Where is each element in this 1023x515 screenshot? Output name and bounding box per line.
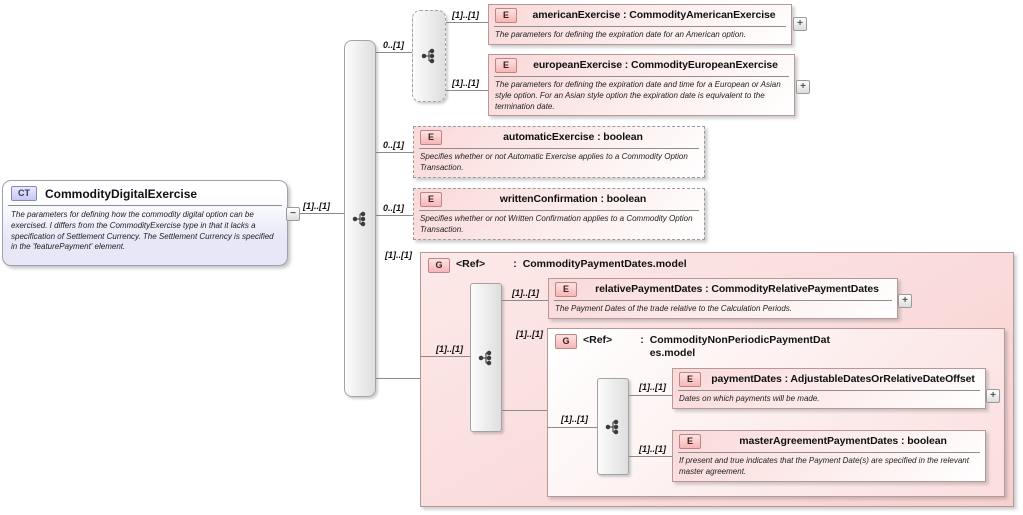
element-icon: E xyxy=(420,130,442,145)
element-header xyxy=(673,369,985,389)
element-automaticExercise[interactable] xyxy=(413,126,705,178)
sequence-icon xyxy=(352,211,368,227)
element-description: Dates on which payments will be made. xyxy=(679,394,820,403)
choice-indicator[interactable] xyxy=(412,10,446,102)
group-colon: : xyxy=(513,258,517,270)
element-writtenConfirmation[interactable] xyxy=(413,188,705,240)
cardinality-label: [1]..[1] xyxy=(561,414,588,424)
cardinality-label: [1]..[1] xyxy=(303,201,330,211)
element-icon: E xyxy=(555,282,577,297)
expand-button[interactable]: + xyxy=(986,389,1000,403)
collapse-button[interactable]: − xyxy=(286,207,300,221)
cardinality-label: [1]..[1] xyxy=(385,250,412,260)
cardinality-label: [1]..[1] xyxy=(452,78,479,88)
complextype-header xyxy=(3,181,287,204)
connector-line xyxy=(627,395,672,396)
element-description: Specifies whether or not Written Confirmation applies to a Commodity Option Transaction. xyxy=(420,214,693,234)
element-header xyxy=(549,279,897,299)
expand-button[interactable]: + xyxy=(796,80,810,94)
group-icon: G xyxy=(555,334,577,349)
connector-line xyxy=(374,152,413,153)
complextype-commodityDigitalExercise[interactable] xyxy=(2,180,288,266)
element-icon: E xyxy=(679,372,701,387)
connector-line xyxy=(374,378,420,379)
element-header xyxy=(489,5,791,25)
group-header xyxy=(548,329,1004,364)
cardinality-label: 0..[1] xyxy=(383,40,405,50)
connector-line xyxy=(500,300,548,301)
element-title: masterAgreementPaymentDates : boolean xyxy=(739,435,947,448)
cardinality-label: [1]..[1] xyxy=(639,382,666,392)
sequence-indicator[interactable] xyxy=(470,283,502,432)
element-masterAgreementPaymentDates[interactable] xyxy=(672,430,986,482)
sequence-icon xyxy=(478,350,494,366)
group-colon: : xyxy=(640,334,644,346)
element-header xyxy=(414,189,704,209)
element-icon: E xyxy=(495,8,517,23)
element-icon: E xyxy=(495,58,517,73)
connector-line xyxy=(547,427,597,428)
element-relativePaymentDates[interactable] xyxy=(548,278,898,319)
element-description: The parameters for defining the expiration date and time for a European or Asian style option. For an Asian style option the expiration date is equivalent to the termination date. xyxy=(495,80,781,111)
element-title: automaticExercise : boolean xyxy=(503,131,643,144)
connector-line xyxy=(374,215,413,216)
sequence-indicator[interactable] xyxy=(597,378,629,475)
element-description: Specifies whether or not Automatic Exercise applies to a Commodity Option Transaction. xyxy=(420,152,688,172)
element-title: europeanExercise : CommodityEuropeanExercise xyxy=(533,59,778,72)
element-description: The Payment Dates of the trade relative to the Calculation Periods. xyxy=(555,304,793,313)
element-description: If present and true indicates that the Payment Date(s) are specified in the relevant master agreement. xyxy=(679,456,969,476)
element-europeanExercise[interactable] xyxy=(488,54,795,116)
connector-line xyxy=(374,52,412,53)
cardinality-label: [1]..[1] xyxy=(516,329,543,339)
element-header xyxy=(673,431,985,451)
cardinality-label: [1]..[1] xyxy=(452,10,479,20)
complextype-description: The parameters for defining how the commodity digital option can be exercised. I differs from the CommodityExercise type in that it lacks a specification of Settlement Currency. The Settlement Currency is specified in the 'featurePayment' element. xyxy=(11,210,274,252)
connector-line xyxy=(420,356,470,357)
cardinality-label: 0..[1] xyxy=(383,140,405,150)
cardinality-label: [1]..[1] xyxy=(639,444,666,454)
group-type-label: CommodityNonPeriodicPaymentDates.model xyxy=(649,334,830,359)
element-description: The parameters for defining the expiration date for an American option. xyxy=(495,30,746,39)
element-paymentDates[interactable] xyxy=(672,368,986,409)
cardinality-label: [1]..[1] xyxy=(436,344,463,354)
connector-line xyxy=(627,456,672,457)
connector-line xyxy=(444,90,488,91)
group-header xyxy=(421,253,1013,278)
group-type-label: CommodityPaymentDates.model xyxy=(522,258,687,270)
connector-line xyxy=(500,410,547,411)
sequence-icon xyxy=(605,419,621,435)
sequence-indicator[interactable] xyxy=(344,40,376,397)
connector-line xyxy=(299,213,344,214)
element-header xyxy=(414,127,704,147)
element-title: paymentDates : AdjustableDatesOrRelativeDateOffset xyxy=(711,373,975,386)
expand-button[interactable]: + xyxy=(898,294,912,308)
choice-icon xyxy=(421,48,437,64)
group-icon: G xyxy=(428,258,450,273)
element-icon: E xyxy=(679,434,701,449)
element-title: writtenConfirmation : boolean xyxy=(499,193,647,206)
group-ref-label: <Ref> xyxy=(583,334,613,346)
complextype-icon: CT xyxy=(11,186,37,201)
element-title: relativePaymentDates : CommodityRelativePaymentDates xyxy=(595,283,879,296)
complextype-title: CommodityDigitalExercise xyxy=(45,186,198,201)
cardinality-label: [1]..[1] xyxy=(512,288,539,298)
connector-line xyxy=(444,22,488,23)
expand-button[interactable]: + xyxy=(793,17,807,31)
group-ref-label: <Ref> xyxy=(456,258,486,270)
cardinality-label: 0..[1] xyxy=(383,203,405,213)
element-americanExercise[interactable] xyxy=(488,4,792,45)
element-icon: E xyxy=(420,192,442,207)
element-header xyxy=(489,55,794,75)
element-title: americanExercise : CommodityAmericanExercise xyxy=(532,9,776,22)
